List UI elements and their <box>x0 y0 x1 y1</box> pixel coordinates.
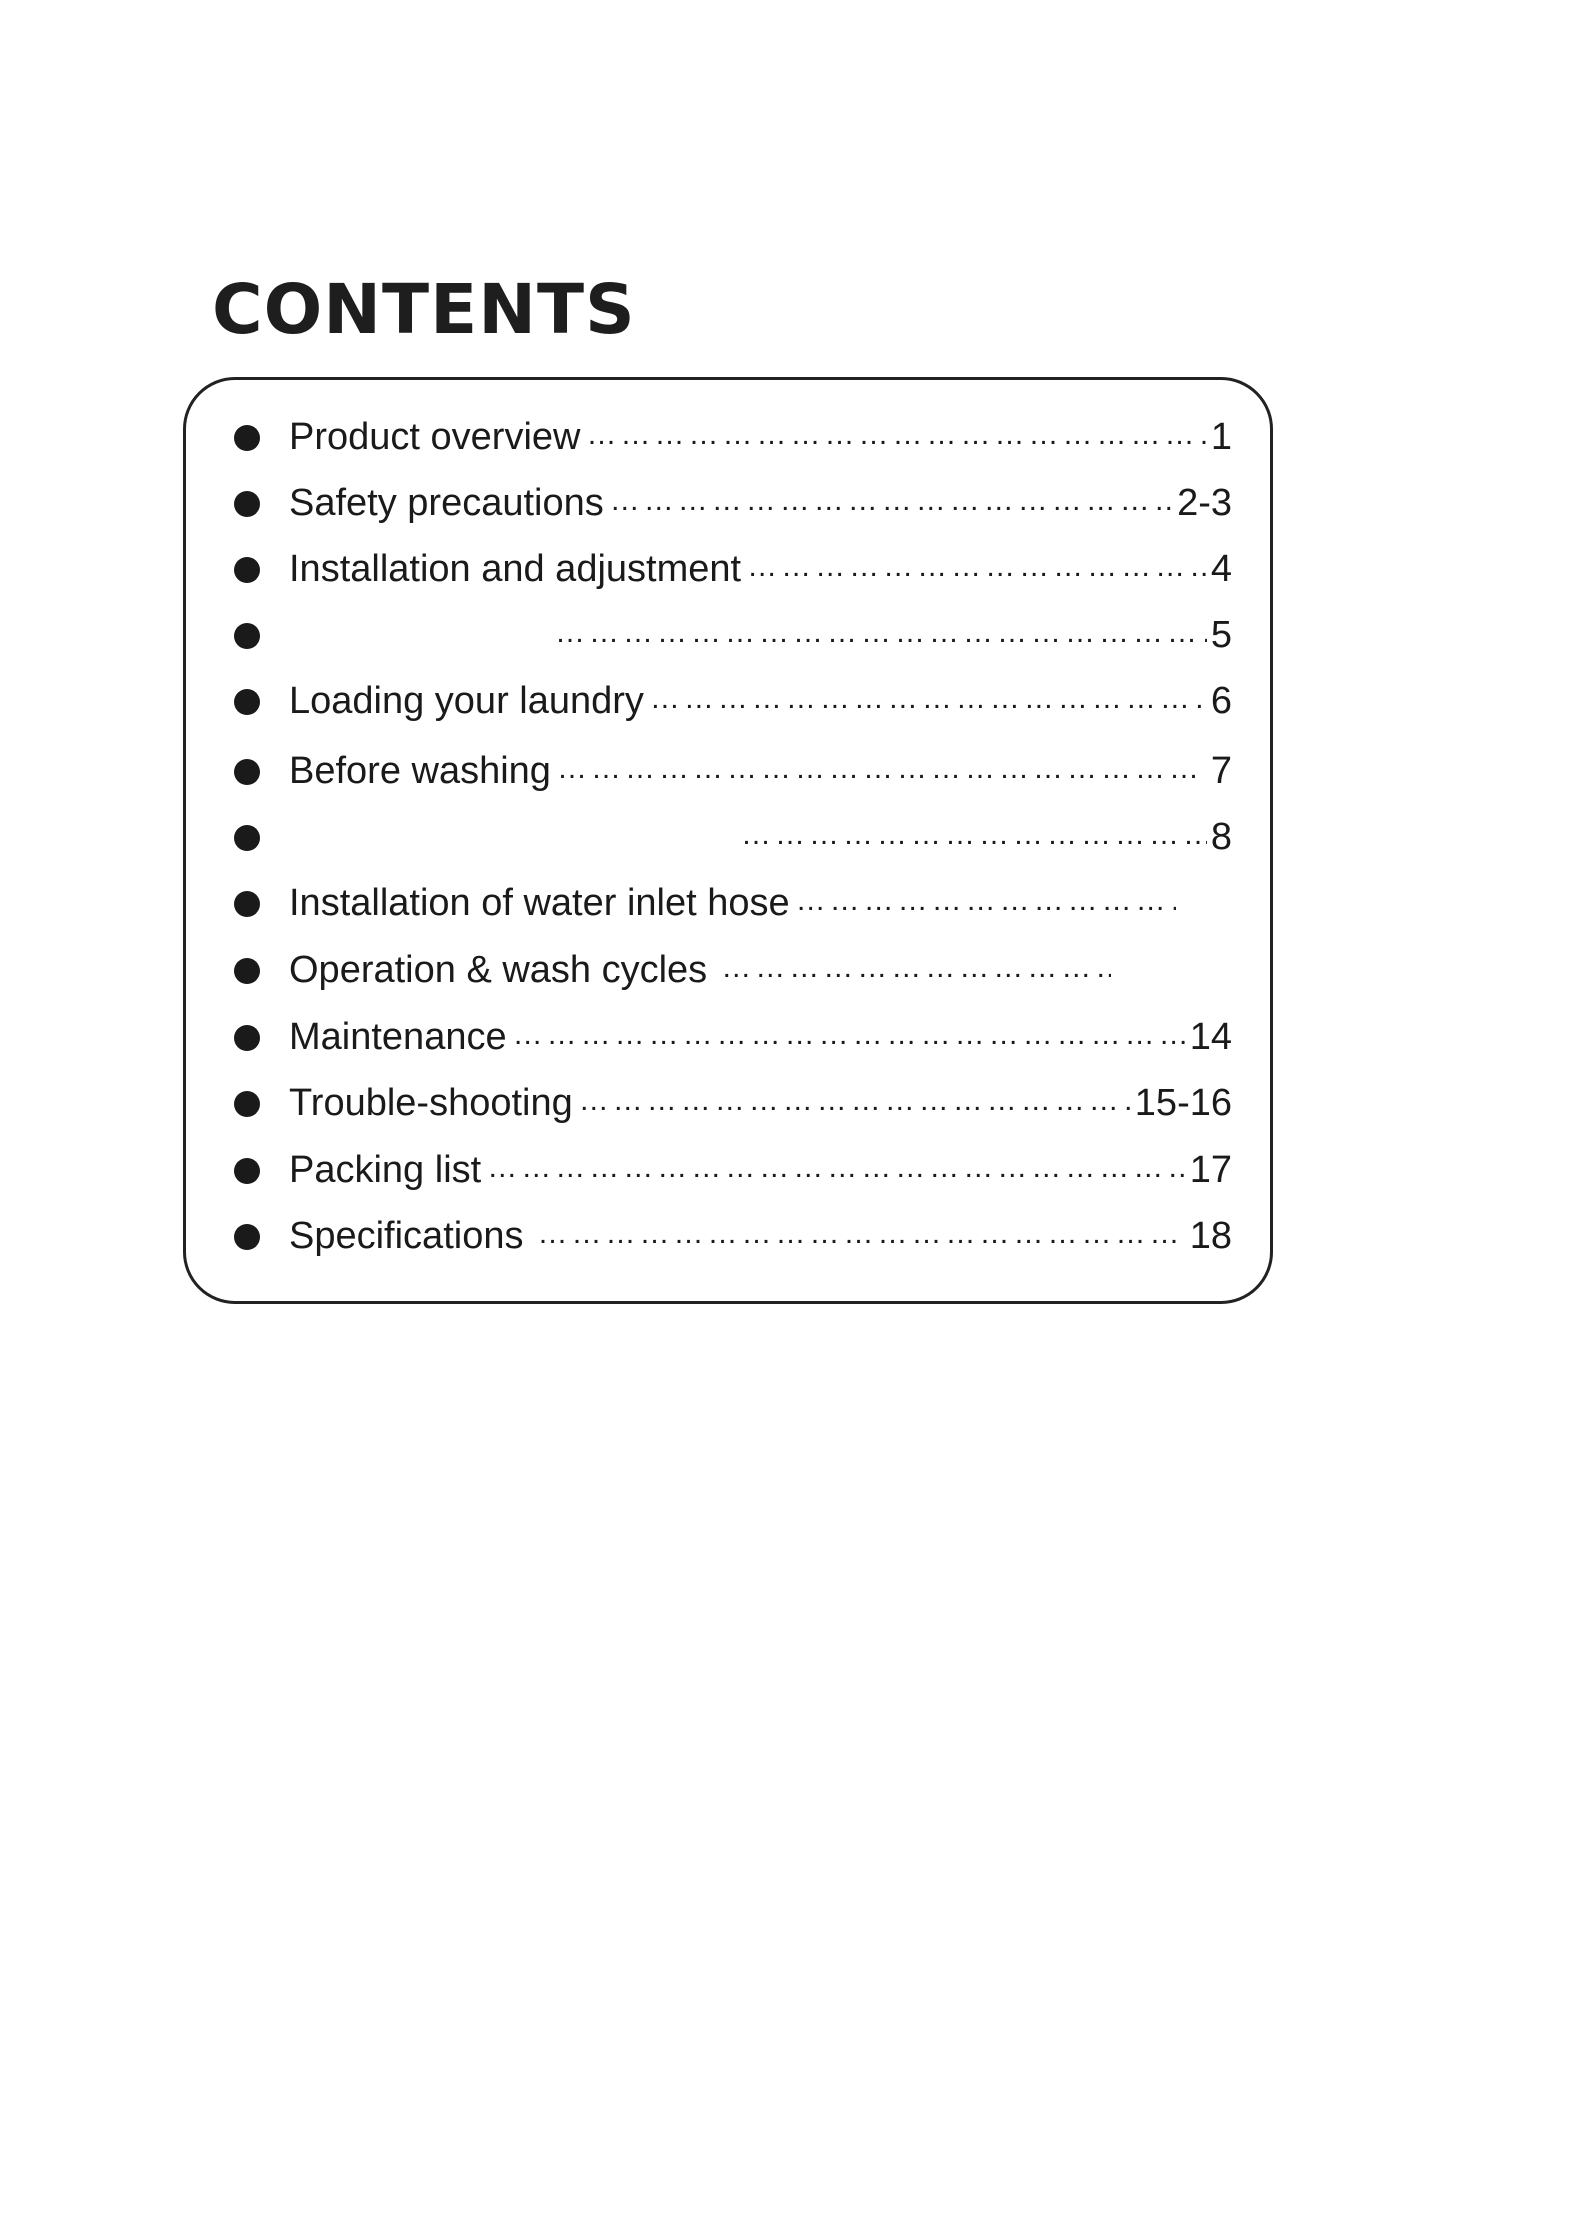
bullet-icon <box>234 1224 260 1250</box>
dot-leader <box>537 1219 1185 1255</box>
bullet-icon <box>234 1091 260 1117</box>
toc-entry-page: 7 <box>1210 750 1232 792</box>
toc-entry-title: Before washing <box>289 750 551 792</box>
toc-entry-title: Operation & wash cycles <box>289 949 708 991</box>
dot-leader <box>555 618 1207 654</box>
toc-entry-page: 15-16 <box>1134 1082 1232 1124</box>
toc-entry-page: 14 <box>1189 1016 1232 1058</box>
dot-leader <box>796 886 1176 922</box>
toc-entry-page: 5 <box>1210 614 1232 656</box>
bullet-icon <box>234 1025 260 1051</box>
toc-entry-title: Maintenance <box>289 1016 507 1058</box>
toc-entry[interactable] <box>234 606 1232 654</box>
bullet-icon <box>234 689 260 715</box>
toc-entry-title: Trouble-shooting <box>289 1082 573 1124</box>
bullet-icon <box>234 1158 260 1184</box>
toc-entry[interactable] <box>234 1008 1232 1056</box>
toc-entry-title: Installation of water inlet hose <box>289 882 790 924</box>
bullet-icon <box>234 425 260 451</box>
dot-leader <box>513 1020 1186 1056</box>
toc-entry-page: 2-3 <box>1177 482 1232 524</box>
toc-entry-title: Installation and adjustment <box>289 548 742 590</box>
bullet-icon <box>234 891 260 917</box>
toc-entry[interactable] <box>234 672 1232 720</box>
toc-entry-title: Loading your laundry <box>289 680 644 722</box>
toc-entry[interactable] <box>234 808 1232 856</box>
toc-entry[interactable] <box>234 474 1232 522</box>
toc-entry-title: Product overview <box>289 416 581 458</box>
bullet-icon <box>234 491 260 517</box>
dot-leader <box>579 1086 1131 1122</box>
toc-entry[interactable] <box>234 1074 1232 1122</box>
toc-entry-page: 6 <box>1210 680 1232 722</box>
toc-entry[interactable] <box>234 742 1232 790</box>
toc-entry-title: Packing list <box>289 1149 482 1191</box>
toc-entry-page: 1 <box>1210 416 1232 458</box>
toc-entry-page: 17 <box>1189 1149 1232 1191</box>
dot-leader <box>586 420 1206 456</box>
dot-leader <box>610 486 1173 522</box>
dot-leader <box>650 684 1207 720</box>
page-title: CONTENTS <box>212 270 636 350</box>
bullet-icon <box>234 958 260 984</box>
bullet-icon <box>234 623 260 649</box>
toc-entry[interactable] <box>234 1141 1232 1189</box>
bullet-icon <box>234 825 260 851</box>
toc-entry[interactable] <box>234 874 1232 922</box>
toc-entry-page: 18 <box>1189 1215 1232 1257</box>
toc-entry-page: 4 <box>1210 548 1232 590</box>
toc-entry[interactable] <box>234 540 1232 588</box>
toc-entry[interactable] <box>234 1207 1232 1255</box>
dot-leader <box>741 820 1207 856</box>
bullet-icon <box>234 759 260 785</box>
toc-entry[interactable] <box>234 941 1232 989</box>
toc-entry-page: 8 <box>1210 816 1232 858</box>
dot-leader <box>557 754 1207 790</box>
toc-entry-title: Specifications <box>289 1215 524 1257</box>
dot-leader <box>487 1153 1186 1189</box>
bullet-icon <box>234 557 260 583</box>
toc-entry-title: Safety precautions <box>289 482 604 524</box>
dot-leader <box>721 953 1111 989</box>
toc-entry[interactable] <box>234 408 1232 456</box>
dot-leader <box>747 552 1207 588</box>
